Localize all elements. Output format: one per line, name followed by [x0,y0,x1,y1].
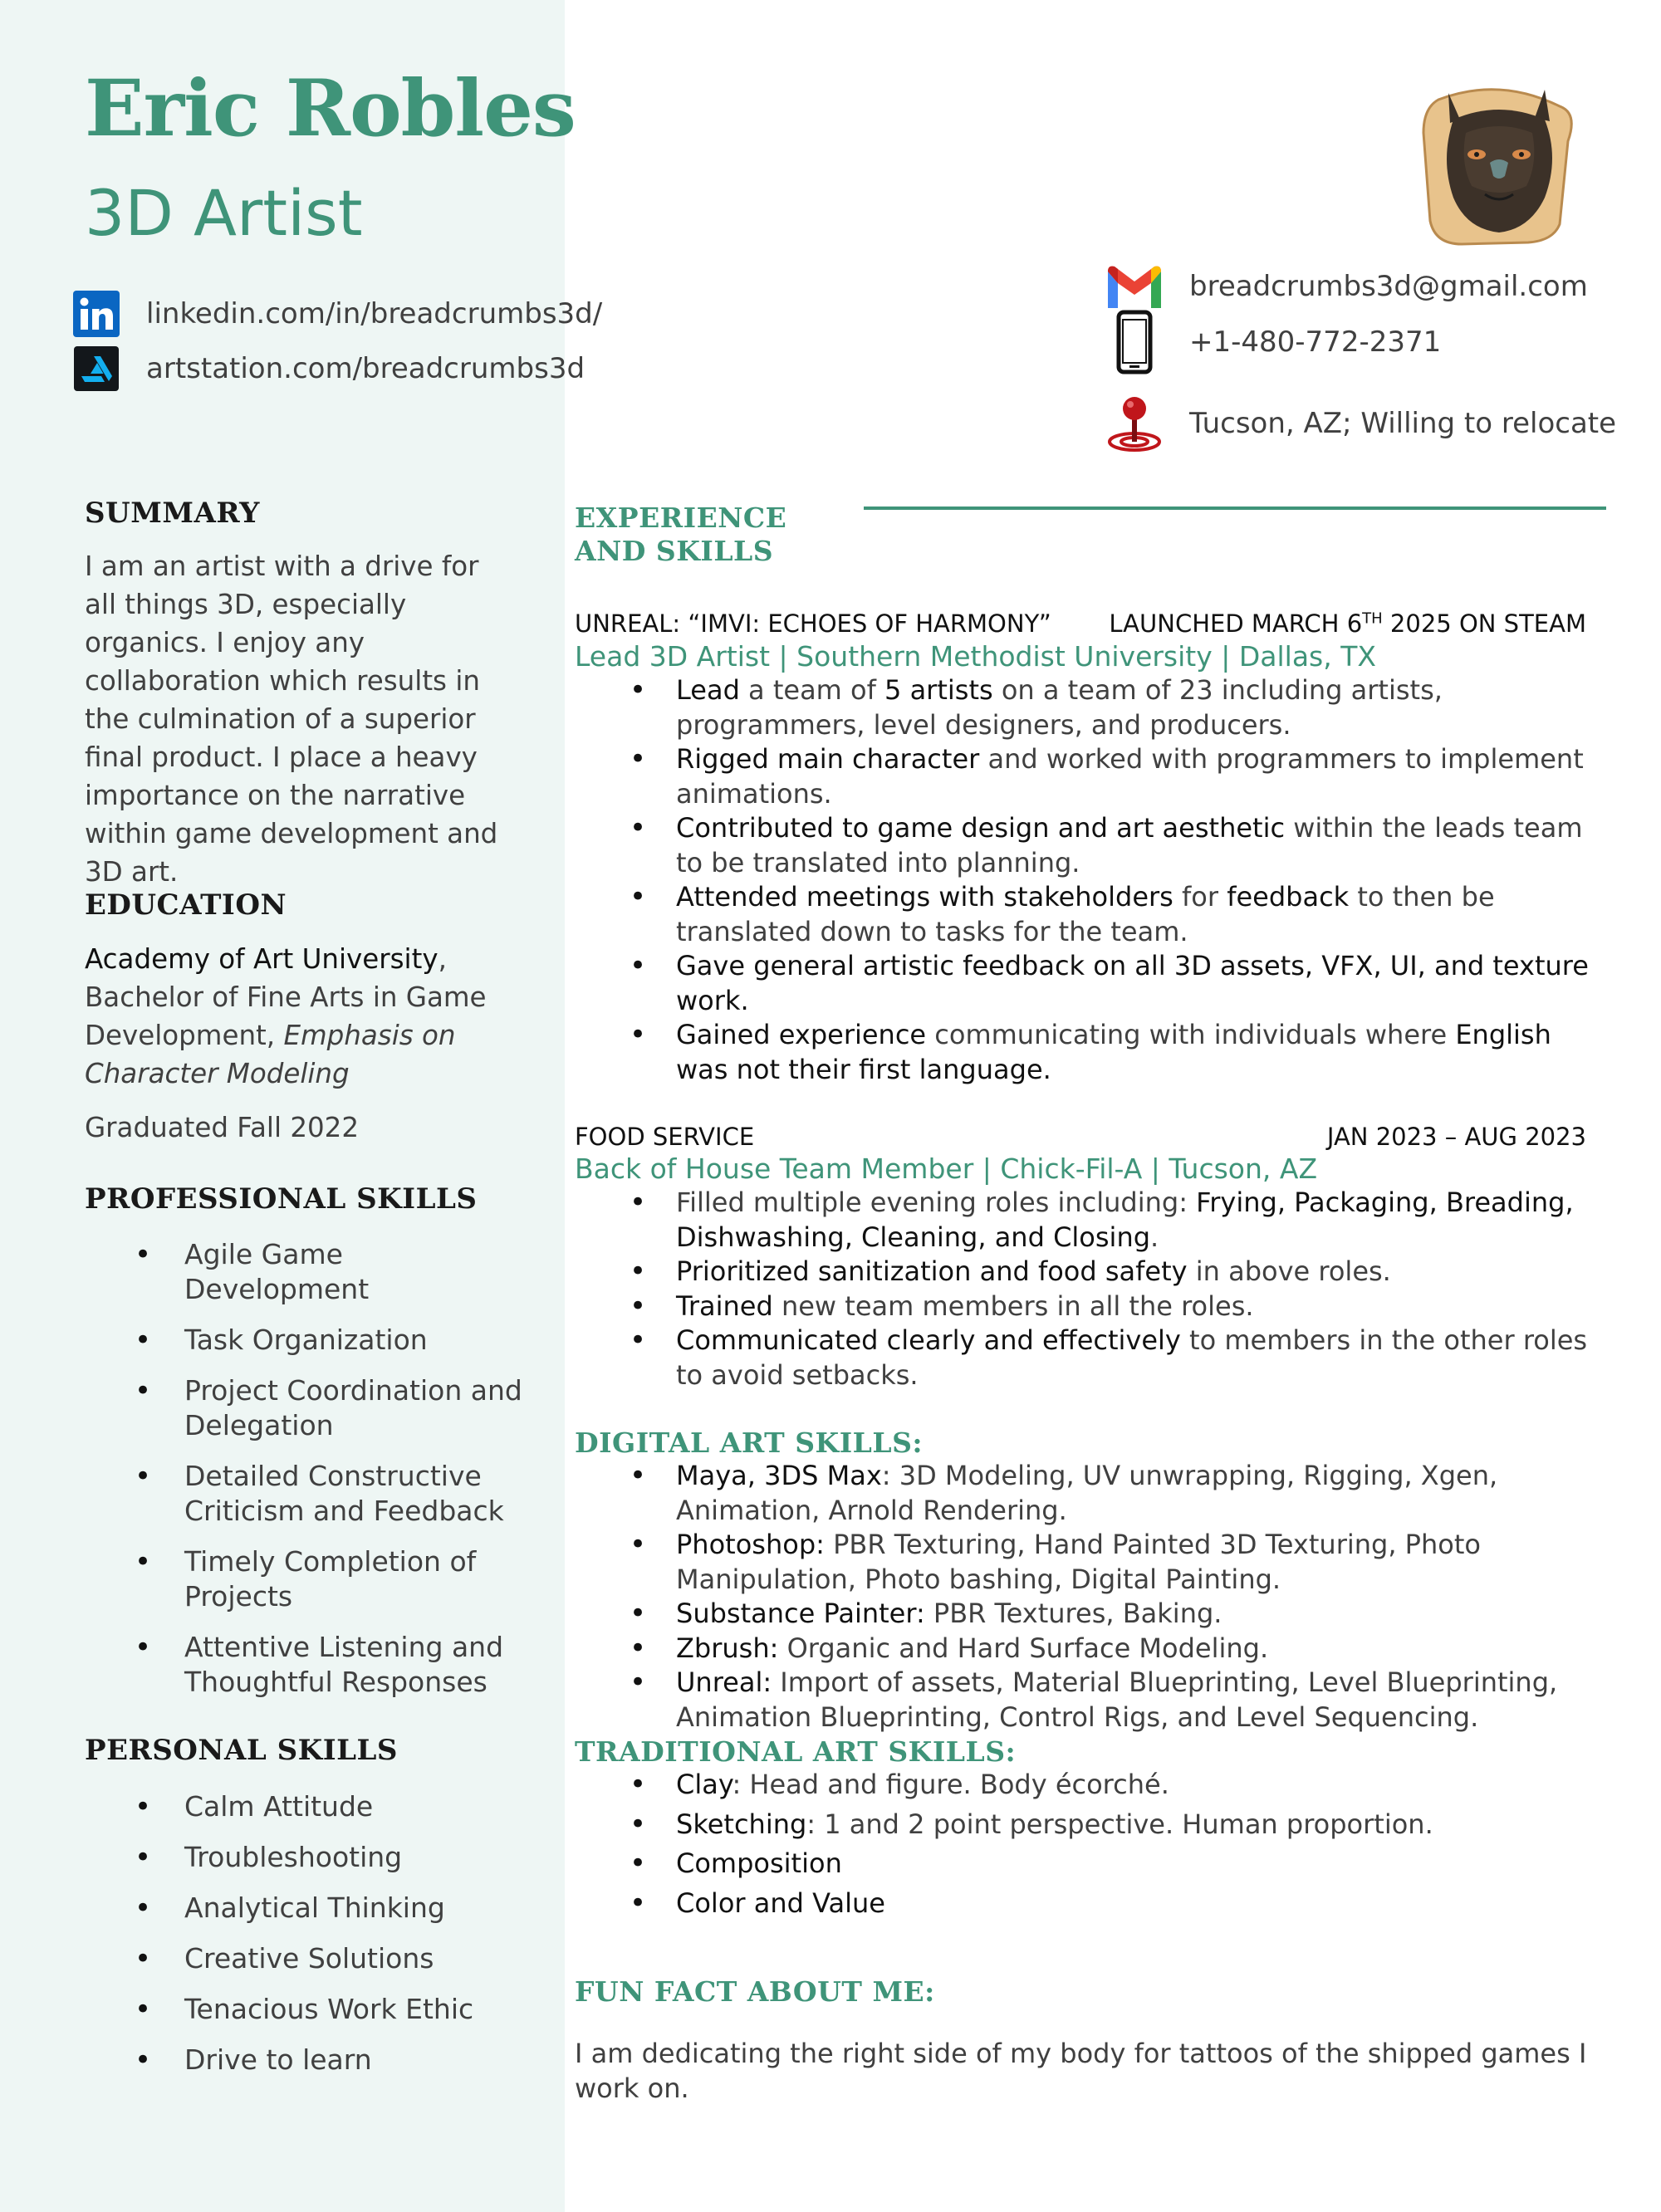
location-row [1105,399,1616,448]
bullet-item [575,1632,1605,1666]
email-row[interactable] [1105,262,1588,311]
job-date: LAUNCHED MARCH 6TH 2025 ON STEAM [1109,609,1586,638]
skill-item: • Creative Solutions [85,1941,533,1976]
job-bullets-food-service [575,1186,1605,1392]
professional-skills-list [85,1237,533,1715]
bullet-item [575,1768,1605,1803]
personal-skills-list [85,1789,533,2093]
fun-fact-text: I am dedicating the right side of my body for tattoos of the shipped games I work on. [575,2038,1587,2104]
location-text: Tucson, AZ; Willing to relocate [1189,407,1617,440]
personal-skills-heading: PERSONAL SKILLS [85,1734,398,1767]
bullet-item [575,673,1605,742]
bullet-item [575,1255,1605,1290]
emphasis-text: Color and Value [676,1887,885,1919]
emphasis-text: Clay [676,1769,733,1800]
bullet-item [575,1528,1605,1597]
emphasis-text: Lead [676,674,740,706]
body-text: to members in the other roles to avoid setbacks. [676,1324,1588,1391]
experience-heading [575,502,786,568]
bullet-item [575,1018,1605,1087]
emphasis-text: Maya, 3DS Max [676,1460,882,1491]
emphasis-text: Attended meetings with stakeholders [676,881,1173,913]
degree-emphasis: Emphasis on Character Modeling [85,1020,456,1089]
digital-art-skills-list [575,1459,1605,1735]
emphasis-text: Composition [676,1847,842,1879]
fun-fact-heading: FUN FACT ABOUT ME: [575,1975,935,2008]
bullet-item [575,1808,1605,1843]
bullet-item [575,1186,1605,1255]
body-text: . [1150,1221,1159,1253]
bullet-item [575,1324,1605,1392]
body-text: Import of assets, Material Blueprinting, Level Blueprinting, Animation Blueprinting, Control Rigs, and Level Sequencing. [676,1666,1558,1733]
skill-item: • Calm Attitude [85,1789,533,1824]
emphasis-text: Gave general artistic feedback on all 3D assets, VFX, UI, and texture work. [676,950,1589,1016]
bullet-item [575,1847,1605,1882]
candidate-name: Eric Robles [85,63,576,154]
section-divider [864,507,1606,510]
gmail-icon [1105,262,1164,311]
emphasis-text: Prioritized sanitization and food safety [676,1255,1188,1287]
body-text: on a team of 23 including artists, programmers, level designers, and producers. [676,674,1443,741]
skill-item: • Agile Game Development [85,1237,533,1307]
job-header-imvi [575,609,1586,638]
body-text: new team members in all the roles. [772,1290,1254,1322]
body-text: within the leads team to be translated into planning. [676,812,1583,878]
body-text: communicating with individuals where [926,1019,1456,1050]
digital-art-skills-heading: DIGITAL ART SKILLS: [575,1427,924,1459]
emphasis-text: Unreal: [676,1666,772,1698]
body-text: : 3D Modeling, UV unwrapping, Rigging, Xgen, Animation, Arnold Rendering. [676,1460,1498,1526]
body-text: PBR Texturing, Hand Painted 3D Texturing, Photo Manipulation, Photo bashing, Digital Painting. [676,1529,1481,1595]
degree-text: Bachelor of Fine Arts in Game Development, [85,981,487,1051]
summary-heading: SUMMARY [85,497,260,530]
skill-item: • Troubleshooting [85,1840,533,1875]
body-text: for [1173,881,1227,913]
traditional-art-skills-heading: TRADITIONAL ART SKILLS: [575,1735,1017,1768]
experience-heading-line2: AND SKILLS [575,535,774,567]
linkedin-link-row[interactable] [73,291,602,337]
linkedin-icon [73,291,120,337]
traditional-art-skills-list [575,1768,1605,1926]
emphasis-text: Gained experience [676,1019,927,1050]
school-name: Academy of Art University [85,943,439,975]
skill-item: • Project Coordination and Delegation [85,1373,533,1443]
emphasis-text: Sketching [676,1808,807,1840]
emphasis-text: Frying, Packaging, Breading, Dishwashing, Cleaning, and Closing [676,1187,1574,1253]
job-title: 3D Artist [85,176,363,250]
skill-item: • Detailed Constructive Criticism and Feedback [85,1459,533,1529]
bullet-item [575,1459,1605,1528]
artstation-link-row[interactable] [73,345,585,392]
body-text: Organic and Hard Surface Modeling. [778,1632,1269,1664]
artstation-url[interactable]: artstation.com/breadcrumbs3d [146,352,586,385]
body-text: and worked with programmers to implement animations. [676,743,1584,810]
job-role-imvi: Lead 3D Artist | Southern Methodist University | Dallas, TX [575,640,1376,673]
linkedin-url[interactable]: linkedin.com/in/breadcrumbs3d/ [146,297,603,330]
bullet-item [575,880,1605,949]
emphasis-text: Trained [676,1290,773,1322]
emphasis-text: Substance Painter: [676,1598,925,1629]
job-bullets-imvi [575,673,1605,1087]
education-heading: EDUCATION [85,888,287,922]
school-suffix: , [438,943,447,975]
summary-text: I am an artist with a drive for all things 3D, especially organics. I enjoy any collaboration which results in the culmination of a superior final product. I place a heavy importance on the narrative within game development and 3D art. [85,551,498,888]
bullet-item [575,1666,1605,1735]
emphasis-text: Zbrush: [676,1632,779,1664]
emphasis-text: feedback [1227,881,1350,913]
graduation-date: Graduated Fall 2022 [85,1112,360,1143]
skill-item: • Timely Completion of Projects [85,1544,533,1614]
artstation-icon [73,345,120,392]
emphasis-text: Contributed to game design and art aesthetic [676,812,1286,844]
location-pin-icon [1105,399,1164,448]
bullet-item [575,1887,1605,1921]
emphasis-text: Communicated clearly and effectively [676,1324,1181,1356]
body-text: a team of [739,674,885,706]
bullet-item [575,1290,1605,1324]
body-text: PBR Textures, Baking. [924,1598,1222,1629]
job-role-food-service: Back of House Team Member | Chick-Fil-A | Tucson, AZ [575,1152,1318,1185]
phone-row[interactable] [1105,317,1441,367]
skill-item: • Tenacious Work Ethic [85,1992,533,2027]
skill-item: • Analytical Thinking [85,1891,533,1926]
professional-skills-heading: PROFESSIONAL SKILLS [85,1182,478,1216]
skill-item: • Attentive Listening and Thoughtful Responses [85,1630,533,1700]
bullet-item [575,949,1605,1018]
phone-icon [1105,317,1164,367]
job-project: UNREAL: “IMVI: ECHOES OF HARMONY” [575,609,1051,638]
body-text: : Head and figure. Body écorché. [732,1769,1169,1800]
bullet-item [575,742,1605,811]
job-header-food-service [575,1123,1586,1151]
education-text [85,940,517,1093]
skill-item: • Drive to learn [85,2043,533,2077]
skill-item: • Task Organization [85,1323,533,1358]
job-date: JAN 2023 – AUG 2023 [1326,1123,1586,1151]
bullet-item [575,811,1605,880]
body-text: : 1 and 2 point perspective. Human proportion. [806,1808,1433,1840]
email-address[interactable]: breadcrumbs3d@gmail.com [1189,270,1588,303]
bullet-item [575,1597,1605,1632]
emphasis-text: 5 artists [884,674,993,706]
job-project: FOOD SERVICE [575,1123,755,1151]
body-text: Filled multiple evening roles including: [676,1187,1197,1218]
emphasis-text: Photoshop: [676,1529,825,1560]
emphasis-text: English was not their first language. [676,1019,1551,1085]
emphasis-text: Rigged main character [676,743,980,775]
phone-number[interactable]: +1-480-772-2371 [1189,325,1442,359]
avatar [1420,83,1578,249]
body-text: in above roles. [1187,1255,1391,1287]
body-text: to then be translated down to tasks for the team. [676,881,1495,947]
experience-heading-line1: EXPERIENCE [575,502,787,534]
